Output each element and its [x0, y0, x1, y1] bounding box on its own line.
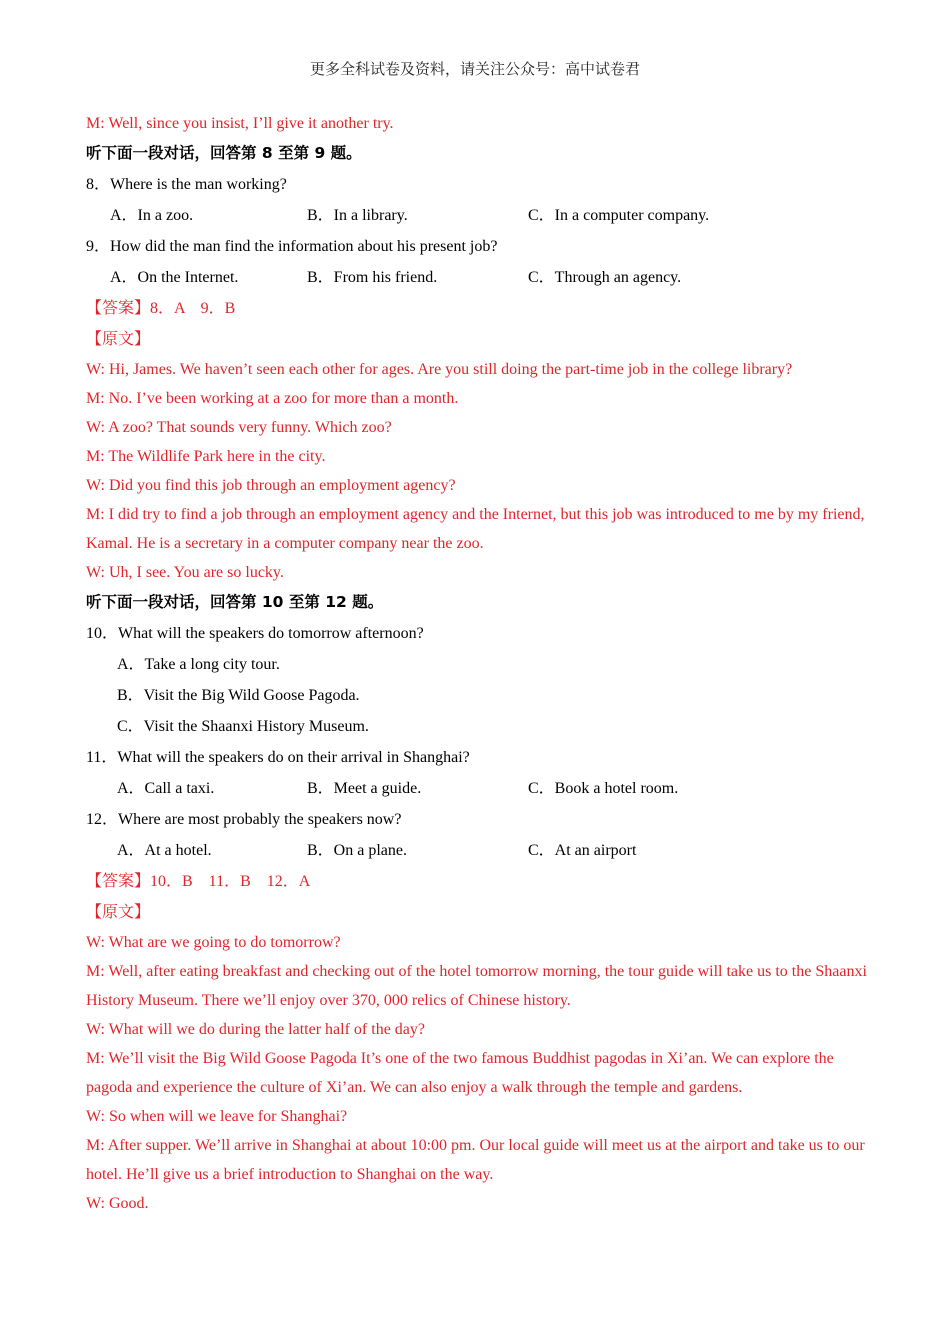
question-11-options — [86, 773, 876, 804]
intro-dialogue-line: M: Well, since you insist, I’ll give it another try. — [86, 115, 394, 132]
section-heading-8-9: 听下面一段对话，回答第 8 至第 9 题。 — [86, 144, 362, 162]
transcript-line: M: I did try to find a job through an employment agency and the Internet, but this job was introduced to me by my friend, Kamal. He is a secretary in a computer company near the zoo. — [86, 506, 865, 552]
question-9-options — [86, 262, 876, 293]
transcript-label: 【原文】 — [86, 331, 151, 348]
question-12-options — [86, 835, 876, 866]
option-a: A．Call a taxi. — [117, 780, 215, 797]
transcript-line: M: The Wildlife Park here in the city. — [86, 448, 326, 465]
option-c: C．Book a hotel room. — [528, 780, 679, 797]
transcript-line: M: We’ll visit the Big Wild Goose Pagoda It’s one of the two famous Buddhist pagodas in Xi’an. We can explore the pagoda and experience the culture of Xi’an. We can also enjoy a walk through the temple and gardens. — [86, 1050, 834, 1096]
option-b: B．Visit the Big Wild Goose Pagoda. — [117, 687, 360, 704]
transcript-line: M: After supper. We’ll arrive in Shanghai at about 10:00 pm. Our local guide will meet us at the airport and take us to our hotel. He’ll give us a brief introduction to Shanghai on the way. — [86, 1137, 865, 1183]
option-a: A．On the Internet. — [110, 269, 239, 286]
option-b: B．Meet a guide. — [307, 780, 422, 797]
transcript-line: M: Well, after eating breakfast and checking out of the hotel tomorrow morning, the tour guide will take us to the Shaanxi History Museum. There we’ll enjoy over 370, 000 relics of Chinese history. — [86, 963, 867, 1009]
option-a: A．Take a long city tour. — [117, 656, 280, 673]
option-c: C．Visit the Shaanxi History Museum. — [117, 718, 369, 735]
transcript-line: W: So when will we leave for Shanghai? — [86, 1108, 348, 1125]
transcript-line: W: Uh, I see. You are so lucky. — [86, 564, 284, 581]
transcript-line: W: A zoo? That sounds very funny. Which zoo? — [86, 419, 392, 436]
question-8-options — [86, 200, 876, 231]
option-c: C．At an airport — [528, 842, 637, 859]
transcript-line: W: What will we do during the latter half of the day? — [86, 1021, 425, 1038]
option-c: C．In a computer company. — [528, 207, 710, 224]
transcript-line: W: Good. — [86, 1195, 149, 1212]
question-12: 12．Where are most probably the speakers now? — [86, 811, 402, 828]
transcript-line: M: No. I’ve been working at a zoo for more than a month. — [86, 390, 459, 407]
transcript-line: W: What are we going to do tomorrow? — [86, 934, 341, 951]
option-a: A．At a hotel. — [117, 842, 212, 859]
document-body — [86, 109, 876, 1218]
page-header: 更多全科试卷及资料，请关注公众号：高中试卷君 — [309, 60, 640, 78]
answer-key-8-9: 【答案】8．A 9．B — [86, 300, 236, 317]
question-9: 9．How did the man find the information about his present job? — [86, 238, 498, 255]
question-10: 10．What will the speakers do tomorrow afternoon? — [86, 625, 424, 642]
answer-key-10-12: 【答案】10．B 11．B 12．A — [86, 873, 311, 890]
question-8: 8．Where is the man working? — [86, 176, 287, 193]
transcript-line: W: Hi, James. We haven’t seen each other for ages. Are you still doing the part-time job in the college library? — [86, 361, 793, 378]
option-b: B．From his friend. — [307, 269, 438, 286]
question-11: 11．What will the speakers do on their arrival in Shanghai? — [86, 749, 470, 766]
option-a: A．In a zoo. — [110, 207, 194, 224]
option-c: C．Through an agency. — [528, 269, 682, 286]
option-b: B．In a library. — [307, 207, 408, 224]
transcript-label: 【原文】 — [86, 904, 151, 921]
transcript-line: W: Did you find this job through an employment agency? — [86, 477, 456, 494]
option-b: B．On a plane. — [307, 842, 407, 859]
section-heading-10-12: 听下面一段对话，回答第 10 至第 12 题。 — [86, 593, 384, 611]
